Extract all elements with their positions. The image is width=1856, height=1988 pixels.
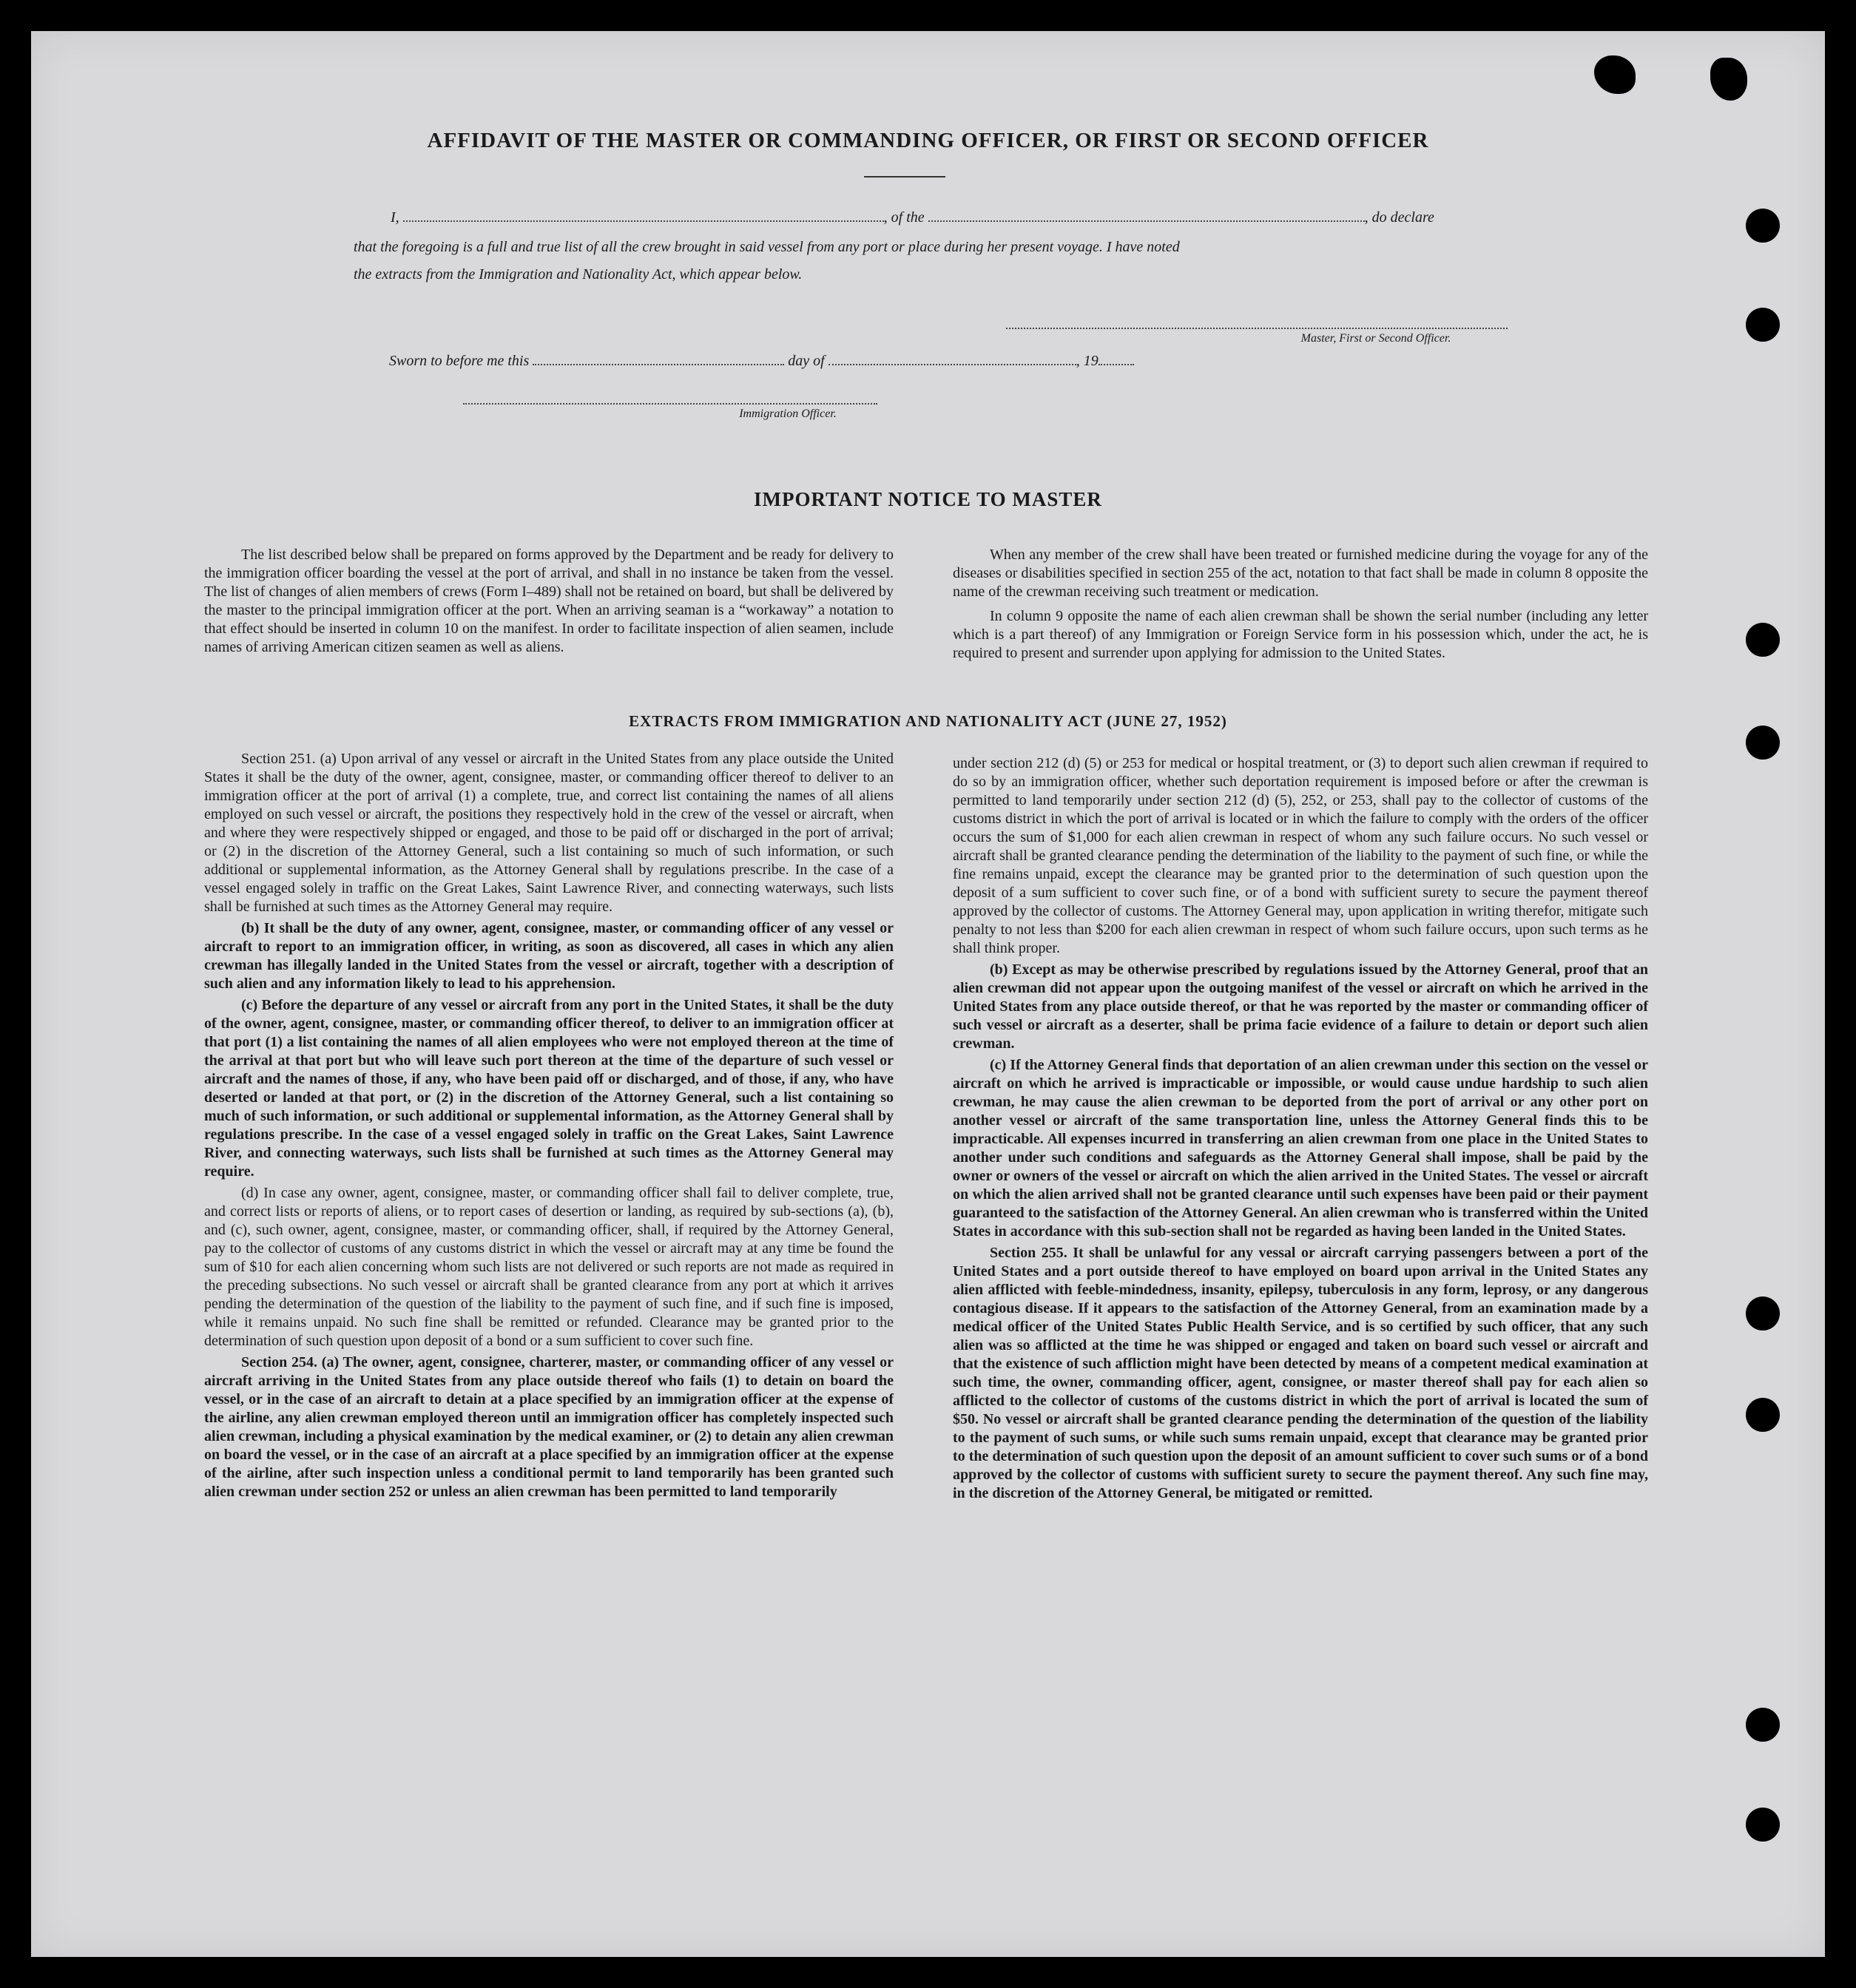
punch-hole: [1746, 1296, 1780, 1331]
statute-paragraph: (b) Except as may be otherwise prescribed by regulations issued by the Attorney General, proof that an alien crewman did not appear upon the outgoing manifest of the vessel or aircraft on which he arrived in the United States from any place outside thereof, or that he was reported by the master or commanding officer of such vessel or aircraft as a deserter, shall be prima facie evidence of a failure to detain or deport such alien crewman.: [953, 961, 1648, 1052]
label-year: , 19: [1076, 353, 1099, 369]
extracts-right-column: [953, 754, 1648, 1506]
sworn-month-field[interactable]: [829, 363, 1076, 365]
master-signature-label: Master, First or Second Officer.: [1300, 332, 1451, 345]
statute-paragraph: (c) Before the departure of any vessel or aircraft from any port in the United States, it shall be the duty of the owner, agent, consignee, master, or commanding officer thereof, to deliver to an immigration officer at that port (1) a list containing the names of all alien employees who were not employed thereon at the time of the arrival at that port but who will leave such port thereon at the time of the departure of such vessel or aircraft and the names of those, if any, who have been paid off or discharged, and of those, if any, who have deserted or landed at that port, or (2) in the discretion of the Attorney General, such a list containing so much of such information, or such additional or supplemental information, as the Attorney General shall by regulations prescribe. In the case of a vessel engaged solely in traffic on the Great Lakes, Saint Lawrence River, and connecting waterways, such lists shall be furnished at such times as the Attorney General may require.: [204, 997, 894, 1180]
officer-signature-label: Immigration Officer.: [739, 408, 837, 420]
label-of-the: , of the: [883, 209, 925, 226]
label-sworn: Sworn to before me this: [389, 353, 530, 369]
punch-hole: [1746, 623, 1780, 657]
name-field[interactable]: [403, 220, 884, 222]
sworn-day-field[interactable]: [533, 363, 784, 365]
officer-signature-line[interactable]: [463, 403, 877, 405]
statute-paragraph: under section 212 (d) (5) or 253 for medical or hospital treatment, or (3) to deport such alien crewman if required to do so by an immigration officer, whether such deportation requirement is imposed before or after the crewman is permitted to land temporarily under section 212 (d) (5), 252, or 253, shall pay to the collector of customs of the customs district in which the port of arrival is located or in which the failure to comply with the orders of the officer occurs the sum of $1,000 for each alien crewman in respect of whom any such failure occurs. No such vessel or aircraft shall be granted clearance pending the determination of the liability to the payment of such fine, or while the fine remains unpaid, except the clearance may be granted prior to the determination of such question upon the deposit of a sum sufficient to cover such fine, or of a bond with sufficient surety to secure the payment thereof approved by the collector of customs. The Attorney General may, upon application in writing therefor, mitigate such penalty to not less than $200 for each alien crewman in respect of whom such failure occurs, upon such terms as he shall think proper.: [953, 755, 1648, 956]
statute-paragraph: (b) It shall be the duty of any owner, agent, consignee, master, or commanding officer of any vessel or aircraft to report to an immigration officer, in writing, as soon as discovered, all cases in which any alien crewman has illegally landed in the United States from the vessel or aircraft, together with a description of such alien and any information likely to lead to his apprehension.: [204, 920, 894, 992]
statute-paragraph: Section 254. (a) The owner, agent, consignee, charterer, master, or commanding officer of any vessel or aircraft arriving in the United States from any place outside thereof who fails (1) to detain on board the vessel, or in the case of an aircraft to detain at a place specified by an immigration officer at the expense of the airline, any alien crewman employed thereon until an immigration officer has completely inspected such alien crewman, including a physical examination by the medical examiner, or (2) to detain any alien crewman on board the vessel, or in the case of an aircraft at a place specified by an immigration officer at the expense of the airline, after such inspection unless a conditional permit to land temporarily has been granted such alien crewman under section 252 or unless an alien crewman has been permitted to land temporarily: [204, 1354, 894, 1500]
extracts-left-column: [204, 750, 894, 1504]
statute-paragraph: Section 255. It shall be unlawful for any vessal or aircraft carrying passengers between a port of the United States and a port outside thereof to have employed on board upon arrival in the United States any alien afflicted with feeble-mindedness, insanity, epilepsy, tuberculosis in any form, leprosy, or any dangerous contagious disease. If it appears to the satisfaction of the Attorney General, from an examination made by a medical officer of the United States Public Health Service, and is so certified by such officer, that any such alien was so afflicted at the time he was shipped or engaged and taken on board such vessel or aircraft and that the existence of such affliction might have been detected by means of a competent medical examination at such time, the owner, commanding officer, agent, consignee, or master thereof shall pay for each alien so afflicted to the collector of customs of the customs district in which the port of arrival is located the sum of $50. No vessel or aircraft shall be granted clearance pending the determination of the question of the liability to the payment of such sums, or while such sums remain unpaid, except that clearance may be granted prior to the determination of such question upon the deposit of an amount sufficient to cover such sums or of a bond approved by the collector of customs with sufficient surety to secure the payment thereof. Any such fine may, in the discretion of the Attorney General, be mitigated or remitted.: [953, 1245, 1648, 1501]
sworn-year-field[interactable]: [1099, 363, 1134, 365]
label-do-declare: , do declare: [1364, 209, 1434, 226]
declaration-line: [391, 209, 1434, 226]
notice-right-column: [953, 546, 1648, 666]
label-day-of: day of: [788, 353, 825, 369]
declaration-text-3: the extracts from the Immigration and Nationality Act, which appear below.: [354, 266, 803, 283]
punch-hole: [1746, 1398, 1780, 1432]
punch-hole: [1746, 1708, 1780, 1742]
sworn-line: [389, 353, 1134, 370]
punch-hole: [1746, 209, 1780, 243]
notice-paragraph: The list described below shall be prepared on forms approved by the Department and be ready for delivery to the immigration officer boarding the vessel at the port of arrival, and shall in no instance be taken from the vessel. The list of changes of alien members of crews (Form I–489) shall not be retained on board, but shall be delivered by the master to the principal immigration officer at the port. When an arriving seaman is a “workaway” a notation to that effect should be inserted in column 10 on the manifest. In order to facilitate inspection of alien seamen, include names of arriving American citizen seamen as well as aliens.: [204, 547, 894, 655]
statute-paragraph: (d) In case any owner, agent, consignee, master, or commanding officer shall fail to deliver complete, true, and correct lists or reports of aliens, or to report cases of desertion or landing, as required by sub-sections (a), (b), and (c), such owner, agent, consignee, master, or commanding officer, shall, if required by the Attorney General, pay to the collector of customs of any customs district in which the vessel or aircraft may at any time be found the sum of $10 for each alien concerning whom such lists are not delivered or such reports are not made as required in the preceding subsections. No such vessel or aircraft shall be granted clearance from any port at which it arrives pending the determination of the question of the liability to the payment of such fine, and if such fine is imposed, while it remains unpaid. No such fine shall be remitted or refunded. Clearance may be granted prior to the determination of such question upon deposit of a bond or a sum sufficient to cover such fine.: [204, 1185, 894, 1349]
notice-paragraph: When any member of the crew shall have been treated or furnished medicine during the voyage for any of the diseases or disabilities specified in section 255 of the act, notation to that fact shall be made in column 8 opposite the name of the crewman receiving such treatment or medication.: [953, 547, 1648, 600]
declaration-text-2: that the foregoing is a full and true list of all the crew brought in said vessel from any port or place during her present voyage. I have noted: [354, 239, 1180, 255]
label-i: I,: [391, 209, 399, 226]
notice-paragraph: In column 9 opposite the name of each alien crewman shall be shown the serial number (including any letter which is a part thereof) of any Immigration or Foreign Service form in his possession which, under the act, he is required to present and surrender upon applying for admission to the United States.: [953, 608, 1648, 661]
title-divider: [864, 176, 945, 178]
statute-paragraph: Section 251. (a) Upon arrival of any vessel or aircraft in the United States from any place outside the United States it shall be the duty of the owner, agent, consignee, master, or commanding officer thereof to deliver to an immigration officer at the port of arrival (1) a complete, true, and correct list containing the names of all aliens employed on such vessel or aircraft, the positions they respectively hold in the crew of the vessel or aircraft, when and where they were respectively shipped or engaged, and those to be paid off or discharged in the port of arrival; or (2) in the discretion of the Attorney General, such a list containing so much of such information, or such additional or supplemental information, as the Attorney General shall by regulations prescribe. In the case of a vessel engaged solely in traffic on the Great Lakes, Saint Lawrence River, and connecting waterways, such lists shall be furnished at such times as the Attorney General may require.: [204, 751, 894, 915]
punch-hole: [1746, 308, 1780, 342]
notice-title: IMPORTANT NOTICE TO MASTER: [754, 488, 1102, 510]
vessel-field[interactable]: [928, 220, 1365, 222]
notice-left-column: [204, 546, 894, 660]
punch-hole: [1746, 1808, 1780, 1842]
statute-paragraph: (c) If the Attorney General finds that deportation of an alien crewman under this section on the vessel or aircraft on which he arrived is impracticable or impossible, or would cause undue hardship to such alien crewman, he may cause the alien crewman to be deported from the port of arrival or any other port on another vessel or aircraft of the same transportation line, unless the Attorney General finds this to be impracticable. All expenses incurred in transferring an alien crewman from one place in the United States to another under such conditions and safeguards as the Attorney General shall impose, shall be paid by the owner or owners of the vessel or aircraft on which the alien arrived in the United States. The vessel or aircraft on which the alien arrived shall not be granted clearance until such expenses have been paid or their payment guaranteed to the satisfaction of the Attorney General. An alien crewman who is transferred within the United States in accordance with this sub-section shall not be regarded as having been landed in the United States.: [953, 1057, 1648, 1240]
master-signature-line[interactable]: [1006, 328, 1508, 329]
affidavit-title: AFFIDAVIT OF THE MASTER OR COMMANDING OFFICER, OR FIRST OR SECOND OFFICER: [427, 129, 1429, 152]
extracts-title: EXTRACTS FROM IMMIGRATION AND NATIONALITY ACT (JUNE 27, 1952): [629, 712, 1227, 730]
